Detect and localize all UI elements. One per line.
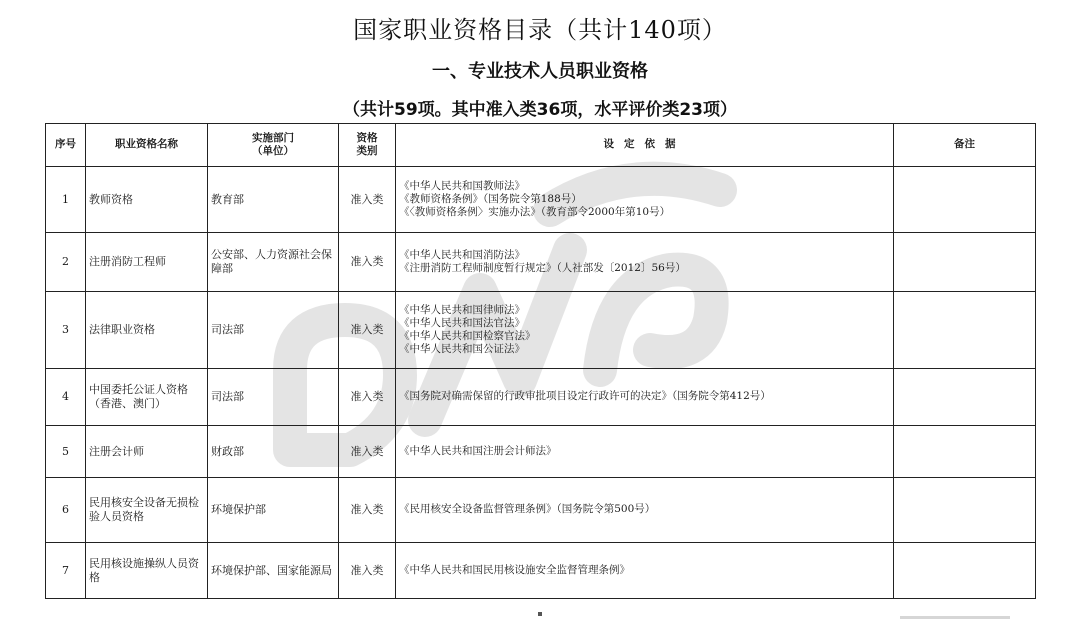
row-notes: [894, 233, 1036, 292]
row-name: 注册消防工程师: [86, 233, 208, 292]
table-row: [46, 543, 1036, 599]
row-index: 4: [46, 369, 86, 426]
basis-line: 《中华人民共和国消防法》: [399, 248, 525, 261]
scan-mark: [538, 612, 542, 616]
row-category: 准入类: [339, 426, 396, 478]
row-index: 6: [46, 478, 86, 543]
section-title: 一、专业技术人员职业资格: [432, 61, 648, 82]
qualification-table: [45, 123, 1036, 599]
header-dept: [208, 124, 339, 167]
row-category: 准入类: [339, 543, 396, 599]
row-dept: 环境保护部: [208, 478, 339, 543]
basis-line: 《教师资格条例》（国务院令第188号）: [399, 192, 582, 205]
table-body: [46, 167, 1036, 599]
header-notes-label: 备注: [954, 138, 975, 151]
scan-smudge: [900, 616, 1010, 619]
row-name: 民用核设施操纵人员资格: [86, 543, 208, 599]
header-basis: [396, 124, 894, 167]
row-dept: 教育部: [208, 167, 339, 233]
row-notes: [894, 478, 1036, 543]
row-dept: 环境保护部、国家能源局: [208, 543, 339, 599]
row-index: 5: [46, 426, 86, 478]
basis-line: 《中华人民共和国民用核设施安全监督管理条例》: [399, 563, 630, 576]
row-notes: [894, 426, 1036, 478]
header-category-line1: 资格: [356, 131, 378, 144]
row-basis: [396, 478, 894, 543]
table-row: [46, 292, 1036, 369]
row-dept: 司法部: [208, 369, 339, 426]
row-index: 7: [46, 543, 86, 599]
row-name: 民用核安全设备无损检验人员资格: [86, 478, 208, 543]
basis-line: 《中华人民共和国法官法》: [399, 316, 525, 329]
header-name-label: 职业资格名称: [115, 138, 178, 151]
basis-line: 《注册消防工程师制度暂行规定》（人社部发〔2012〕56号）: [399, 262, 686, 274]
header-dept-line2: （单位）: [252, 145, 294, 157]
header-name: [86, 124, 208, 167]
row-index: 1: [46, 167, 86, 233]
row-index: 3: [46, 292, 86, 369]
basis-line: 《国务院对确需保留的行政审批项目设定行政许可的决定》（国务院令第412号）: [399, 390, 771, 403]
row-name: 教师资格: [86, 167, 208, 233]
header-index: [46, 124, 86, 167]
document-title: 国家职业资格目录（共计140项）: [353, 16, 727, 44]
row-basis: [396, 426, 894, 478]
row-basis: [396, 292, 894, 369]
row-dept: 司法部: [208, 292, 339, 369]
table-row: [46, 369, 1036, 426]
row-notes: [894, 292, 1036, 369]
row-category: 准入类: [339, 167, 396, 233]
row-index: 2: [46, 233, 86, 292]
row-name: 注册会计师: [86, 426, 208, 478]
table-row: [46, 233, 1036, 292]
row-basis: [396, 167, 894, 233]
row-dept: 财政部: [208, 426, 339, 478]
basis-line: 《中华人民共和国检察官法》: [399, 330, 536, 342]
row-basis: [396, 543, 894, 599]
row-basis: [396, 233, 894, 292]
basis-line: 《民用核安全设备监督管理条例》（国务院令第500号）: [399, 503, 656, 516]
table-row: [46, 478, 1036, 543]
header-category: [339, 124, 396, 167]
basis-line: 《中华人民共和国律师法》: [399, 303, 525, 316]
row-category: 准入类: [339, 233, 396, 292]
basis-line: 《中华人民共和国教师法》: [399, 179, 525, 192]
basis-line: 《〈教师资格条例〉实施办法》（教育部令2000年第10号）: [399, 206, 671, 219]
header-basis-label: 设定依据: [603, 138, 686, 151]
row-category: 准入类: [339, 292, 396, 369]
row-notes: [894, 369, 1036, 426]
row-notes: [894, 543, 1036, 599]
header-dept-line1: 实施部门: [252, 131, 294, 144]
row-category: 准入类: [339, 478, 396, 543]
basis-line: 《中华人民共和国公证法》: [399, 343, 525, 356]
basis-line: 《中华人民共和国注册会计师法》: [399, 444, 557, 457]
table-header-row: [46, 124, 1036, 167]
header-notes: [894, 124, 1036, 167]
table-row: [46, 426, 1036, 478]
row-name: 中国委托公证人资格（香港、澳门）: [86, 369, 208, 426]
row-category: 准入类: [339, 369, 396, 426]
row-notes: [894, 167, 1036, 233]
row-dept: 公安部、人力资源社会保障部: [208, 233, 339, 292]
header-index-label: 序号: [55, 138, 76, 151]
header-category-line2: 类别: [356, 145, 378, 157]
section-summary: （共计59项。其中准入类36项，水平评价类23项）: [343, 100, 737, 120]
table-row: [46, 167, 1036, 233]
row-name: 法律职业资格: [86, 292, 208, 369]
row-basis: [396, 369, 894, 426]
